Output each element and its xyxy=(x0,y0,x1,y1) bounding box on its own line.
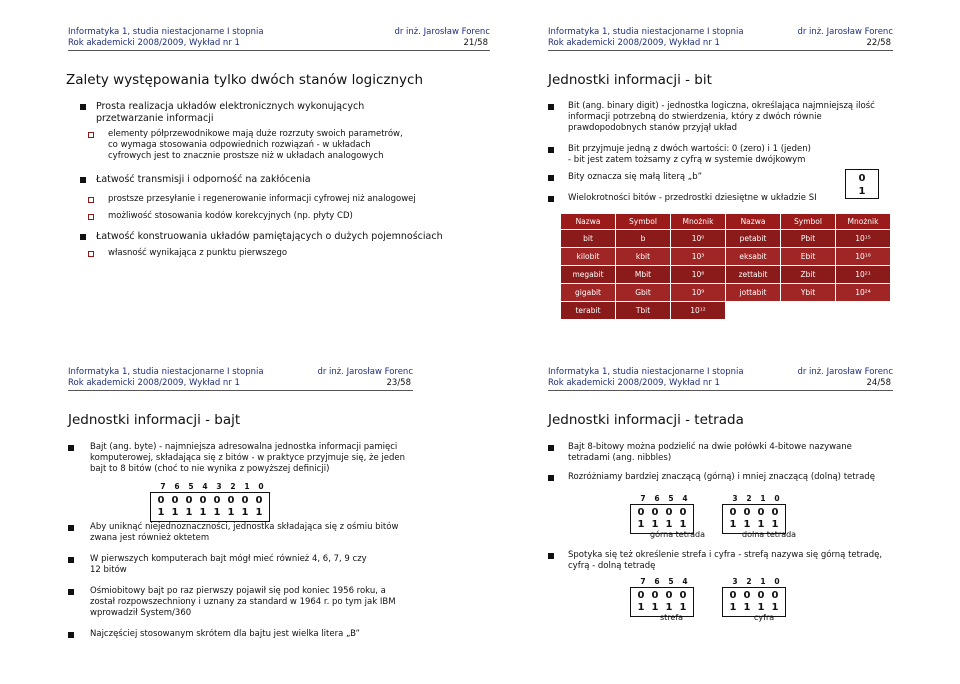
header-cell: Symbol xyxy=(616,214,671,230)
bit-index-lower: 3 2 1 0 xyxy=(732,577,780,586)
header-cell: Mnożnik xyxy=(671,214,726,230)
table-cell: 10²¹ xyxy=(836,266,891,284)
page-number: 21/58 xyxy=(463,38,488,48)
table-cell: Zbit xyxy=(781,266,836,284)
upper-nibble-box: 0 0 0 0 1 1 1 1 xyxy=(630,504,694,534)
bit-index-upper: 7 6 5 4 xyxy=(640,577,688,586)
table-cell: 10²⁴ xyxy=(836,284,891,302)
bit-value-box: 0 1 xyxy=(845,169,879,199)
author: dr inż. Jarosław Forenc xyxy=(797,367,893,377)
empty-cell xyxy=(836,302,891,320)
digit-label: cyfra xyxy=(754,613,775,622)
header-cell: Mnożnik xyxy=(836,214,891,230)
page-number: 23/58 xyxy=(386,378,411,388)
table-cell: 10⁹ xyxy=(671,284,726,302)
table-cell: Ybit xyxy=(781,284,836,302)
slide-title: Zalety występowania tylko dwóch stanów logicznych xyxy=(66,72,423,88)
lower-nibble-label: dolna tetrada xyxy=(742,530,797,539)
slide-23 xyxy=(68,340,413,650)
table-cell: kbit xyxy=(616,248,671,266)
lower-nibble-box: 0 0 0 0 1 1 1 1 xyxy=(722,504,786,534)
sub-bullet: elementy półprzewodnikowe mają duże rozrzuty swoich parametrów, co wymaga stosowania odpowiednich rozwiązań - w układach cyfrowych jest to znacznie prostsze niż w układach analogowych xyxy=(80,129,410,162)
bullet: Aby uniknąć niejednoznaczności, jednostka składająca się z ośmiu bitów zwana jest również oktetem xyxy=(68,522,413,544)
slide-header xyxy=(548,0,893,48)
table-cell: Ebit xyxy=(781,248,836,266)
page-number: 24/58 xyxy=(866,378,891,388)
bullet: Wielokrotności bitów - przedrostki dziesiętne w układzie SI xyxy=(548,193,848,204)
slide-24 xyxy=(548,340,893,650)
table-cell: Mbit xyxy=(616,266,671,284)
academic-year: Rok akademicki 2008/2009, Wykład nr 1 xyxy=(68,38,240,48)
author: dr inż. Jarosław Forenc xyxy=(394,27,490,37)
table-row xyxy=(561,248,891,266)
slide-title: Jednostki informacji - bit xyxy=(548,72,712,88)
zone-box: 0 0 0 0 1 1 1 1 xyxy=(630,587,694,617)
bit-index-lower: 3 2 1 0 xyxy=(732,494,780,503)
table-cell: 10³ xyxy=(671,248,726,266)
header-cell: Nazwa xyxy=(726,214,781,230)
empty-cell xyxy=(726,302,781,320)
bullet: Najczęściej stosowanym skrótem dla bajtu jest wielka litera „B” xyxy=(68,629,398,640)
bullet: Bit przyjmuje jedną z dwóch wartości: 0 (zero) i 1 (jeden) - bit jest zatem tożsamy z cyfrą w systemie dwójkowym xyxy=(548,144,843,166)
academic-year: Rok akademicki 2008/2009, Wykład nr 1 xyxy=(548,38,720,48)
course-name: Informatyka 1, studia niestacjonarne I stopnia xyxy=(548,27,744,37)
table-cell: Tbit xyxy=(616,302,671,320)
table-cell: petabit xyxy=(726,230,781,248)
table-cell: 10⁶ xyxy=(671,266,726,284)
slide-21 xyxy=(68,0,490,310)
bullet: Łatwość konstruowania układów pamiętających o dużych pojemnościach xyxy=(80,231,460,243)
slide-header xyxy=(548,340,893,388)
course-name: Informatyka 1, studia niestacjonarne I stopnia xyxy=(548,367,744,377)
table-cell: jottabit xyxy=(726,284,781,302)
si-prefix-table xyxy=(560,213,891,320)
slide-title: Jednostki informacji - tetrada xyxy=(548,412,744,428)
sub-bullet: możliwość stosowania kodów korekcyjnych (np. płyty CD) xyxy=(80,211,420,222)
digit-box: 0 0 0 0 1 1 1 1 xyxy=(722,587,786,617)
bullet: Bit (ang. binary digit) - jednostka logiczna, określająca najmniejszą ilość informacji potrzebną do stwierdzenia, który z dwóch równie prawdopodobnych stanów przyjął układ xyxy=(548,101,878,134)
page-number: 22/58 xyxy=(866,38,891,48)
header-rule xyxy=(68,50,490,51)
slide-header xyxy=(68,0,490,48)
table-row xyxy=(561,266,891,284)
table-cell: gigabit xyxy=(561,284,616,302)
table-cell: terabit xyxy=(561,302,616,320)
course-name: Informatyka 1, studia niestacjonarne I stopnia xyxy=(68,367,264,377)
header-rule xyxy=(68,390,413,391)
table-cell: eksabit xyxy=(726,248,781,266)
table-row xyxy=(561,284,891,302)
upper-nibble-label: górna tetrada xyxy=(650,530,706,539)
bullet: Rozróżniamy bardziej znaczącą (górną) i mniej znaczącą (dolną) tetradę xyxy=(548,472,893,483)
slide-title: Jednostki informacji - bajt xyxy=(68,412,241,428)
table-cell: megabit xyxy=(561,266,616,284)
zone-label: strefa xyxy=(660,613,684,622)
sub-bullet: własność wynikająca z punktu pierwszego xyxy=(80,248,420,259)
bullet: Bajt 8-bitowy można podzielić na dwie połówki 4-bitowe nazywane tetradami (ang. nibbles) xyxy=(548,442,878,464)
bullet: Spotyka się też określenie strefa i cyfra - strefą nazywa się górną tetradę, cyfrą - dolną tetradę xyxy=(548,550,893,572)
slide-header xyxy=(68,340,413,388)
bullet: Ośmiobitowy bajt po raz pierwszy pojawił się pod koniec 1956 roku, a został rozpowszechniony i uznany za standard w 1964 r. po tym jak IBM wprowadził System/360 xyxy=(68,586,398,619)
bit-index-upper: 7 6 5 4 xyxy=(640,494,688,503)
table-cell: 10¹⁸ xyxy=(836,248,891,266)
bit-index-row: 7 6 5 4 3 2 1 0 xyxy=(160,482,264,491)
bullet: W pierwszych komputerach bajt mógł mieć również 4, 6, 7, 9 czy 12 bitów xyxy=(68,554,378,576)
header-cell: Nazwa xyxy=(561,214,616,230)
table-header-row xyxy=(561,214,891,230)
empty-cell xyxy=(781,302,836,320)
author: dr inż. Jarosław Forenc xyxy=(317,367,413,377)
sub-bullet: prostsze przesyłanie i regenerowanie informacji cyfrowej niż analogowej xyxy=(80,194,420,205)
header-cell: Symbol xyxy=(781,214,836,230)
header-rule xyxy=(548,390,893,391)
table-cell: bit xyxy=(561,230,616,248)
table-cell: 10¹² xyxy=(671,302,726,320)
table-cell: zettabit xyxy=(726,266,781,284)
table-row xyxy=(561,230,891,248)
bullet: Prosta realizacja układów elektronicznych wykonujących przetwarzanie informacji xyxy=(80,101,420,125)
bullet: Łatwość transmisji i odporność na zakłócenia xyxy=(80,174,420,186)
table-cell: b xyxy=(616,230,671,248)
table-cell: Gbit xyxy=(616,284,671,302)
course-name: Informatyka 1, studia niestacjonarne I stopnia xyxy=(68,27,264,37)
table-cell: kilobit xyxy=(561,248,616,266)
byte-box: 0 0 0 0 0 0 0 0 1 1 1 1 1 1 1 1 xyxy=(150,492,270,522)
academic-year: Rok akademicki 2008/2009, Wykład nr 1 xyxy=(548,378,720,388)
bullet: Bajt (ang. byte) - najmniejsza adresowalna jednostka informacji pamięci komputerowej, składająca się z bitów - w praktyce przyjmuje się, że jeden bajt to 8 bitów (choć to nie wynika z powyższej definicji) xyxy=(68,442,413,475)
header-rule xyxy=(548,50,893,51)
bullet: Bity oznacza się małą literą „b” xyxy=(548,172,848,183)
author: dr inż. Jarosław Forenc xyxy=(797,27,893,37)
table-cell: Pbit xyxy=(781,230,836,248)
table-cell: 10⁰ xyxy=(671,230,726,248)
academic-year: Rok akademicki 2008/2009, Wykład nr 1 xyxy=(68,378,240,388)
table-row xyxy=(561,302,891,320)
table-cell: 10¹⁵ xyxy=(836,230,891,248)
slide-22 xyxy=(548,0,893,315)
